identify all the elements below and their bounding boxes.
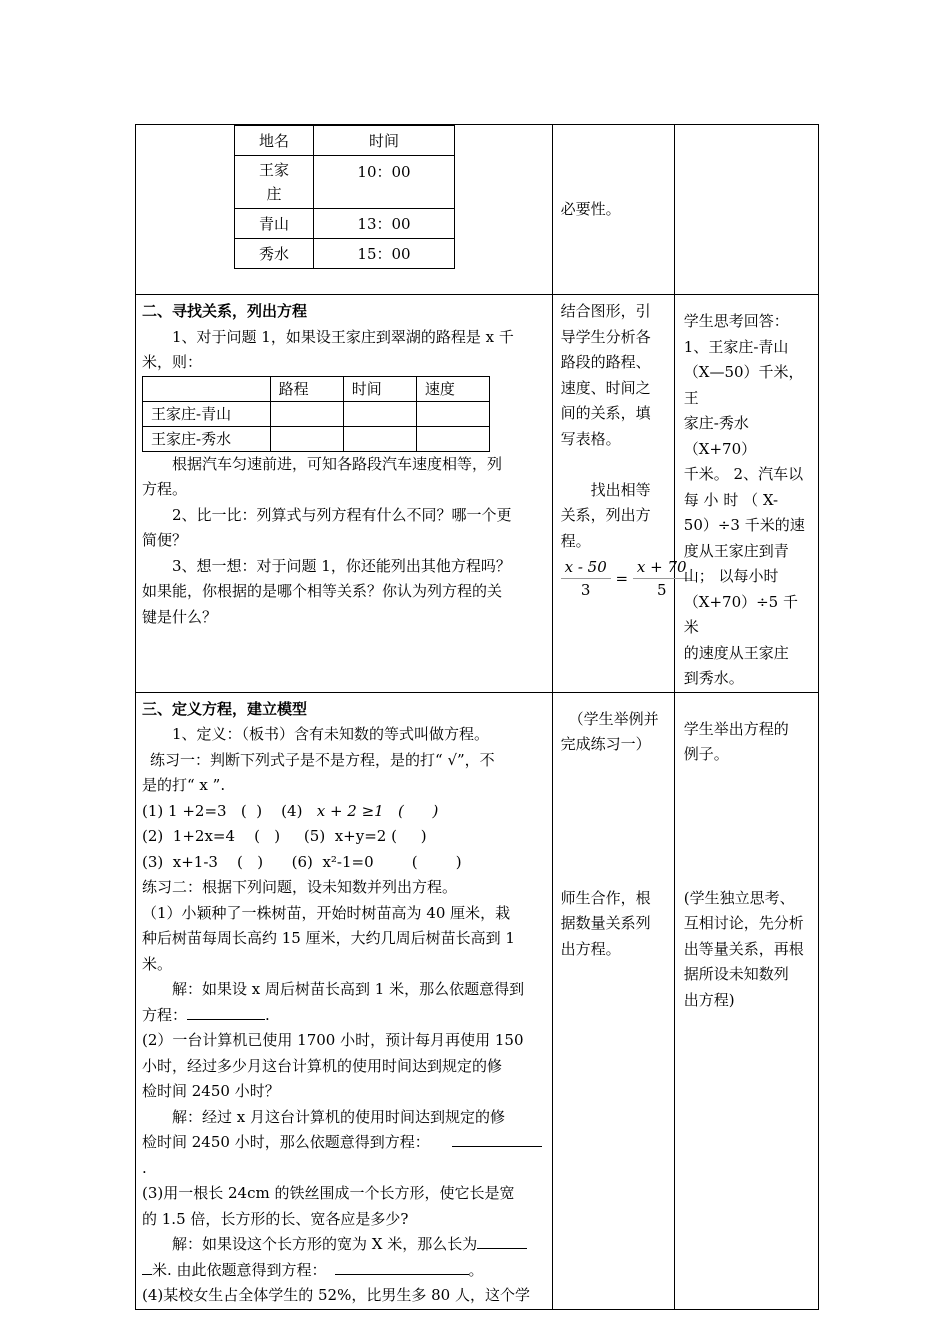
route-label: 王家庄-秀水 [143,426,271,451]
problem: (4)某校女生占全体学生的 52%，比男生多 80 人，这个学 [142,1286,530,1304]
numerator: x + 70 [633,556,691,579]
place-cell: 秀水 [235,239,314,269]
method-line: 路段的路程、 [560,353,651,371]
answer-blank [142,1260,152,1275]
student-line: 50）÷3 千米的速 [683,516,805,534]
method-line: 找出相等 [590,480,651,499]
row3-method-cell [552,692,674,1309]
row2-content-cell [136,295,553,693]
paragraph: 键是什么？ [142,607,218,626]
solution-line [142,1003,546,1029]
student-line: 据所设未知数列 [683,965,789,983]
student-line: （X+70）÷5 千米 [683,592,798,636]
route-label: 王家庄-青山 [143,401,271,426]
solution-suffix: . [265,1005,270,1024]
empty-cell [270,401,343,426]
question-1-4: (1) 1 +2=3 ( ) (4) [142,801,303,820]
place-cell: 青山 [235,209,314,239]
student-line: (学生独立思考、 [683,888,795,907]
exercise-one: 练习一：判断下列式子是不是方程，是的打“ √”，不 [150,750,495,769]
student-line: （X—50）千米，王 [683,363,804,407]
fraction-right [633,556,691,601]
row-times [136,125,819,295]
solution-suffix: . [142,1158,147,1177]
student-line: 互相讨论，先分析 [683,914,804,932]
paragraph: 3、想一想：对于问题 1，你还能列出其他方程吗？ [172,556,511,575]
header-blank [143,376,271,401]
section-heading: 三、定义方程，建立模型 [142,699,308,718]
student-line: 千米。 2、汽车以 [683,465,804,483]
student-line: 家庄-秀水（X+70） [683,414,757,458]
row3-content-cell [136,692,553,1309]
row2-method-cell [552,295,687,693]
method-line: 程。 [560,531,591,550]
student-line: 山； 以每小时 [683,567,779,585]
problem: 米。 [142,954,173,973]
equals-sign: = [615,569,629,588]
header-distance: 路程 [270,376,343,401]
method-line: 师生合作，根 [560,888,651,907]
paragraph: 方程。 [142,480,188,498]
method-line: 速度、时间之 [560,378,651,397]
row3-student-cell [674,692,818,1309]
empty-cell [343,426,416,451]
paragraph: 米，则： [142,353,203,371]
solution-prefix: 解：如果设这个长方形的宽为 X 米，那么长为 [172,1235,478,1253]
method-line: 出方程。 [560,939,621,958]
place-cell: 王家庄 [235,156,314,209]
solution-line [142,1232,546,1258]
denominator: 5 [656,581,667,599]
paragraph: 根据汽车匀速前进，可知各路段汽车速度相等，列 [172,454,503,473]
empty-cell [416,401,489,426]
answer-blank [477,1234,527,1249]
student-line: 度从王家庄到青 [683,541,789,560]
method-line [561,452,668,478]
definition: 1、定义：（板书）含有未知数的等式叫做方程。 [172,725,490,743]
header-time: 时间 [343,376,416,401]
header-speed: 速度 [416,376,489,401]
solution-suffix: 。 [468,1260,484,1279]
method-line: 据数量关系列 [560,914,651,932]
fraction-left [561,556,611,601]
method-line: （学生举例并 [568,709,659,728]
problem: (2）一台计算机已使用 1700 小时，预计每月再使用 150 [142,1031,524,1049]
problem: 检时间 2450 小时？ [142,1082,280,1100]
student-line: 到秀水。 [683,669,744,687]
method-line: 间的关系，填 [560,404,651,422]
solution: 解：如果设 x 周后树苗长高到 1 米，那么依题意得到 [172,980,525,998]
solution-line [142,1130,546,1181]
answer-blank [187,1005,265,1020]
row1-student-cell [674,125,818,295]
place-time-table [234,125,455,269]
question-line [142,799,546,825]
solution-prefix: 方程： [142,1005,188,1024]
student-line: 的速度从王家庄 [683,643,789,662]
row1-content-cell [136,125,553,295]
method-line: 关系，列出方 [560,506,651,524]
solution-prefix: 检时间 2450 小时，那么依题意得到方程： [142,1133,430,1151]
row-find-relations [136,295,819,693]
student-line: 学生思考回答： [683,312,789,330]
denominator: 3 [580,581,591,599]
answer-blank [452,1132,542,1147]
distance-time-speed-table [142,376,490,452]
question-4-expr: x + 2 ≥1 ( ) [316,801,439,820]
header-place: 地名 [235,126,314,156]
row-define-equation [136,692,819,1309]
lesson-plan-table [135,124,819,1310]
exercise-two: 练习二：根据下列问题，设未知数并列出方程。 [142,878,458,896]
method-line: 完成练习一） [560,735,651,753]
header-time: 时间 [314,126,455,156]
question-line: (2) 1+2x=4 ( ) (5) x+y=2 ( ) [142,827,427,845]
student-line: 学生举出方程的 [683,719,789,738]
solution: 解：经过 x 月这台计算机的使用时间达到规定的修 [172,1107,505,1126]
method-line: 写表格。 [560,429,621,448]
paragraph: 简便？ [142,531,188,549]
method-line: 结合图形，引 [560,302,651,320]
empty-cell [416,426,489,451]
student-line: 1、王家庄-青山 [683,337,789,356]
empty-cell [343,401,416,426]
exercise-one: 是的打“ x ”. [142,776,226,794]
student-line: 例子。 [683,745,729,763]
equation [561,556,687,601]
answer-blank [335,1260,469,1275]
time-cell: 10：00 [314,156,455,209]
paragraph: 1、对于问题 1，如果设王家庄到翠湖的路程是 x 千 [172,327,514,346]
paragraph: 2、比一比：列算式与列方程有什么不同？哪一个更 [172,505,512,524]
problem: 种后树苗每周长高约 15 厘米，大约几周后树苗长高到 1 [142,929,515,947]
student-line: 出等量关系，再根 [683,939,804,958]
question-line: (3) x+1-3 ( ) (6) x²-1=0 ( ) [142,852,462,871]
time-cell: 13：00 [314,209,455,239]
student-line: 出方程) [683,990,735,1009]
numerator: x - 50 [561,556,611,579]
row1-method-cell [552,125,674,295]
necessity-text: 必要性。 [560,200,621,218]
solution-prefix: 米. 由此依题意得到方程： [152,1260,327,1279]
section-heading: 二、寻找关系，列出方程 [142,302,308,320]
problem: (3)用一根长 24cm 的铁丝围成一个长方形，使它长是宽 [142,1184,515,1202]
problem: 的 1.5 倍，长方形的长、宽各应是多少? [142,1209,409,1228]
problem: 小时，经过多少月这台计算机的使用时间达到规定的修 [142,1056,503,1075]
student-line: 每 小 时 （ X- [683,490,779,509]
row2-student-cell [674,295,818,693]
time-cell: 15：00 [314,239,455,269]
problem: （1）小颖种了一株树苗，开始时树苗高为 40 厘米，栽 [142,903,511,922]
solution-line [142,1258,546,1284]
method-line: 导学生分析各 [560,327,651,346]
paragraph: 如果能，你根据的是哪个相等关系？你认为列方程的关 [142,582,503,600]
empty-cell [270,426,343,451]
